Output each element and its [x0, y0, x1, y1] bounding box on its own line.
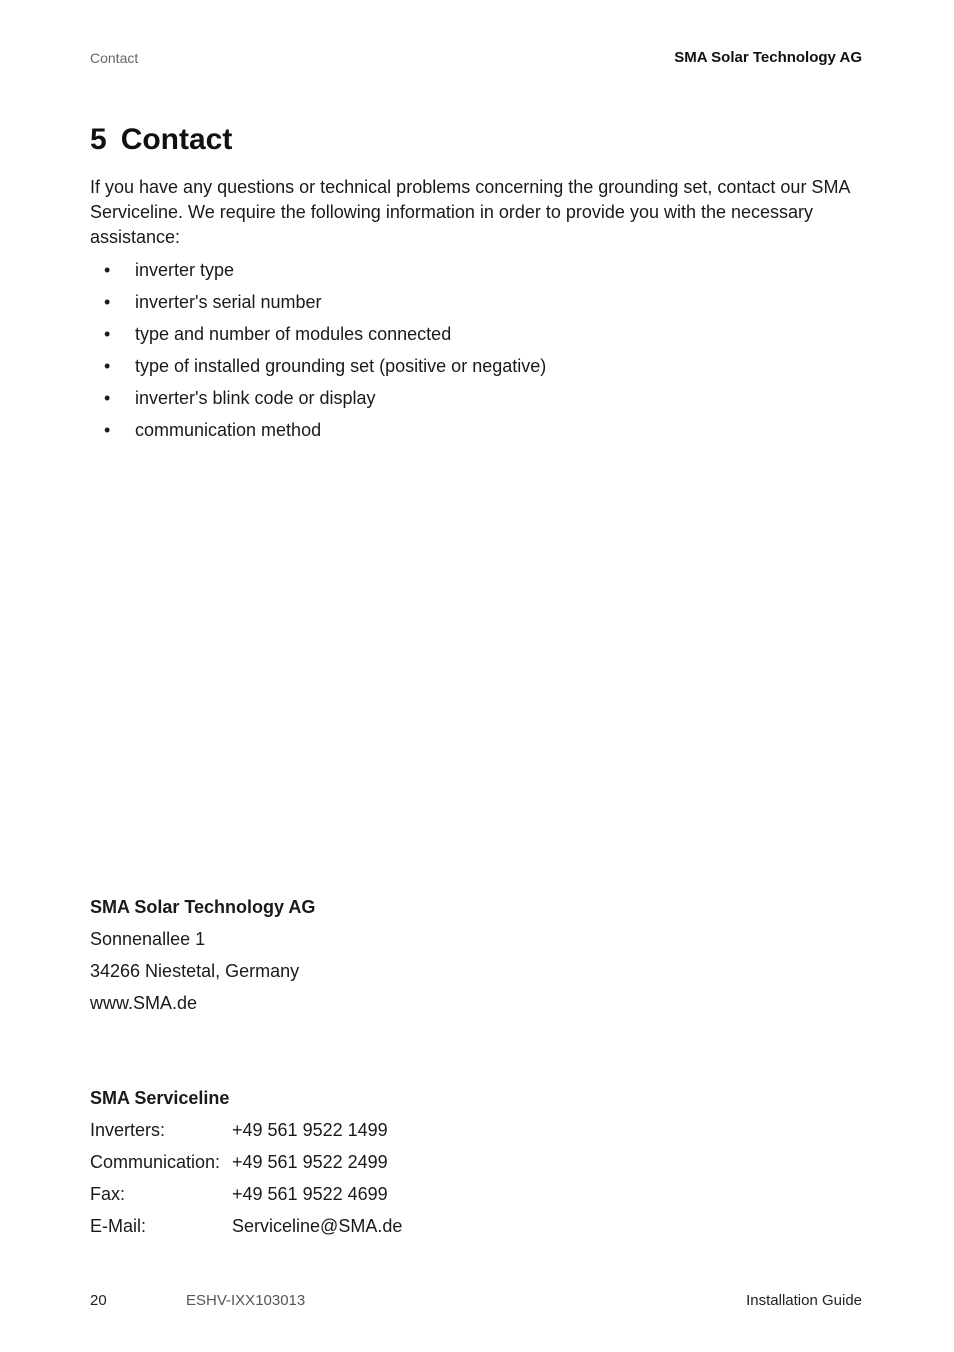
document-code: ESHV-IXX103013: [186, 1292, 306, 1309]
chapter-title: Contact: [120, 123, 233, 156]
chapter-heading: [90, 123, 232, 157]
bullet-icon: •: [104, 324, 111, 344]
contact-label: Fax:: [90, 1184, 126, 1204]
company-name: SMA Solar Technology AG: [90, 897, 316, 917]
requirements-list: [90, 256, 546, 448]
contact-label: Inverters:: [90, 1120, 166, 1140]
table-row: [90, 1114, 402, 1146]
list-item-text: inverter's serial number: [135, 292, 322, 312]
contact-value: +49 561 9522 2499: [232, 1152, 388, 1172]
table-row: [90, 1178, 402, 1210]
contact-value: +49 561 9522 4699: [232, 1184, 388, 1204]
header-company: SMA Solar Technology AG: [674, 49, 862, 66]
header-section: Contact: [90, 50, 139, 66]
list-item-text: inverter type: [135, 260, 235, 280]
contact-value: +49 561 9522 1499: [232, 1120, 388, 1140]
list-item: [90, 256, 546, 288]
bullet-icon: •: [104, 292, 111, 312]
list-item: [90, 352, 546, 384]
serviceline-title: SMA Serviceline: [90, 1088, 230, 1108]
website-link[interactable]: www.SMA.de: [90, 993, 198, 1013]
serviceline-block: [90, 1082, 402, 1242]
list-item-text: type of installed grounding set (positive or negative): [135, 356, 547, 376]
table-row: [90, 1210, 402, 1242]
contact-label: Communication:: [90, 1152, 221, 1172]
chapter-number: 5: [90, 123, 107, 156]
list-item-text: communication method: [135, 420, 322, 440]
bullet-icon: •: [104, 356, 111, 376]
list-item: [90, 288, 546, 320]
list-item: [90, 320, 546, 352]
bullet-icon: •: [104, 260, 111, 280]
document-type: Installation Guide: [746, 1292, 862, 1309]
address-street: Sonnenallee 1: [90, 929, 206, 949]
bullet-icon: •: [104, 420, 111, 440]
table-row: [90, 1146, 402, 1178]
intro-paragraph: If you have any questions or technical problems concerning the grounding set, contact our SMA Serviceline. We require the following information in order to provide you with the necessary assistance:: [90, 177, 850, 247]
page-number: 20: [90, 1292, 107, 1309]
bullet-icon: •: [104, 388, 111, 408]
contact-label: E-Mail:: [90, 1216, 147, 1236]
company-address: [90, 891, 315, 1019]
list-item: [90, 384, 546, 416]
list-item-text: inverter's blink code or display: [135, 388, 376, 408]
address-city: 34266 Niestetal, Germany: [90, 961, 300, 981]
list-item-text: type and number of modules connected: [135, 324, 452, 344]
email-link[interactable]: Serviceline@SMA.de: [232, 1216, 403, 1236]
list-item: [90, 416, 546, 448]
serviceline-table: [90, 1114, 402, 1242]
